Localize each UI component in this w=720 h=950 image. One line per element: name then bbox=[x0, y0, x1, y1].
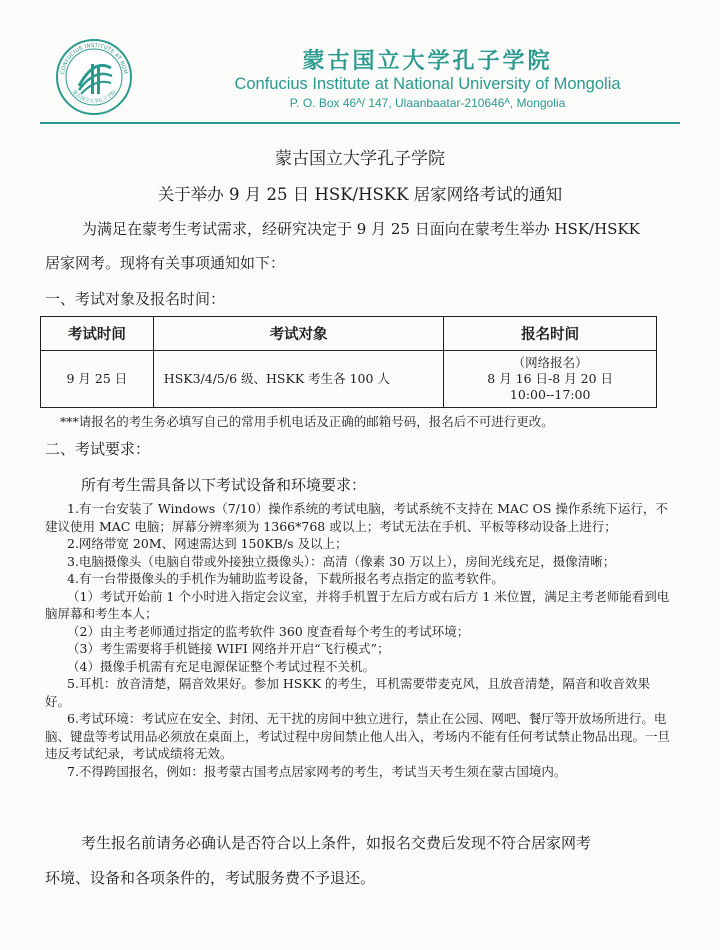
svg-text:CONFUCIUS INSTITUTE AT NUM: CONFUCIUS INSTITUTE AT NUM bbox=[60, 42, 128, 75]
exam-schedule-table bbox=[40, 316, 657, 408]
confucius-institute-logo bbox=[55, 38, 133, 116]
document-title-notice: 关于举办 9 月 25 日 HSK/HSKK 居家网络考试的通知 bbox=[157, 185, 563, 204]
cell-exam-date: 9 月 25 日 bbox=[41, 351, 154, 408]
header-exam-date: 考试时间 bbox=[41, 317, 154, 351]
section-2-heading: 二、考试要求： bbox=[45, 440, 151, 458]
list-item: （4）摄像手机需有充足电源保证整个考试过程不关机。 bbox=[67, 658, 375, 674]
svg-text:蒙古国立大学孔子学院: 蒙古国立大学孔子学院 bbox=[70, 89, 118, 105]
header-exam-target: 考试对象 bbox=[153, 317, 444, 351]
registration-hours: 10:00--17:00 bbox=[509, 387, 591, 402]
cell-registration-time bbox=[444, 351, 657, 408]
list-item: 5.耳机：放音清楚，隔音效果好。参加 HSKK 的考生，耳机需要带麦克风，且放音清楚，隔音和收音效果好。 bbox=[45, 676, 651, 709]
registration-dates: 8 月 16 日-8 月 20 日 bbox=[487, 371, 614, 386]
closing-line-1: 考生报名前请务必确认是否符合以上条件，如报名交费后发现不符合居家网考 bbox=[81, 834, 592, 852]
table-header-row bbox=[41, 317, 657, 351]
list-item: 1.有一台安装了 Windows（7/10）操作系统的考试电脑，考试系统不支持在 MAC OS 操作系统下运行，不建议使用 MAC 电脑；屏幕分辨率须为 1366*768 或以上；考试无法在手机、平板等移动设备上进行； bbox=[45, 501, 668, 534]
list-item: 2.网络带宽 20M、网速需达到 150KB/s 及以上； bbox=[67, 536, 348, 551]
closing-paragraph bbox=[45, 826, 675, 896]
section-1-heading: 一、考试对象及报名时间： bbox=[45, 290, 226, 308]
letterhead-name-en: Confucius Institute at National University of Mongolia bbox=[234, 75, 621, 93]
registration-method: （网络报名） bbox=[512, 355, 588, 370]
list-item: （2）由主考老师通过指定的监考软件 360 度查看每个考生的考试环境； bbox=[67, 623, 470, 639]
letterhead-name-cn: 蒙古国立大学孔子学院 bbox=[302, 49, 553, 74]
letterhead-divider bbox=[40, 122, 680, 124]
list-item: 7.不得跨国报名，例如：报考蒙古国考点居家网考的考生，考试当天考生须在蒙古国境内。 bbox=[67, 763, 567, 779]
closing-line-2: 环境、设备和各项条件的，考试服务费不予退还。 bbox=[45, 869, 376, 887]
table-row bbox=[41, 351, 657, 408]
header-registration-time: 报名时间 bbox=[444, 317, 657, 351]
registration-note: ***请报名的考生务必填写自己的常用手机电话及正确的邮箱号码，报名后不可进行更改。 bbox=[60, 414, 554, 429]
intro-line-1: 为满足在蒙考生考试需求，经研究决定于 9 月 25 日面向在蒙考生举办 HSK/HSKK bbox=[82, 220, 640, 238]
list-item: （1）考试开始前 1 个小时进入指定会议室，并将手机置于左后方或右后方 1 米位置，满足主考老师能看到电脑屏幕和考生本人； bbox=[45, 588, 670, 621]
document-title-institute: 蒙古国立大学孔子学院 bbox=[275, 149, 445, 169]
intro-line-2: 居家网考。现将有关事项通知如下： bbox=[45, 254, 286, 272]
list-item: 3.电脑摄像头（电脑自带或外接独立摄像头）：高清（像素 30 万以上），房间光线充足，摄像清晰； bbox=[67, 553, 616, 569]
list-item: （3）考生需要将手机链接 WIFI 网络并开启“飞行模式”； bbox=[67, 641, 390, 656]
cell-exam-target: HSK3/4/5/6 级、HSKK 考生各 100 人 bbox=[153, 351, 444, 408]
requirements-list bbox=[45, 500, 670, 780]
letterhead-address: P. O. Box 46ᴬ/ 147, Ulaanbaatar-210646ᴬ, Mongolia bbox=[289, 96, 566, 110]
requirements-lead: 所有考生需具备以下考试设备和环境要求： bbox=[81, 476, 367, 494]
list-item: 4.有一台带摄像头的手机作为辅助监考设备，下载所报名考点指定的监考软件。 bbox=[67, 571, 504, 586]
list-item: 6.考试环境：考试应在安全、封闭、无干扰的房间中独立进行，禁止在公园、网吧、餐厅等开放场所进行。电脑、键盘等考试用品必须放在桌面上，考试过程中房间禁止他人出入，考场内不能有任何考试禁止物品出现。一旦违反考试纪录，考试成绩将无效。 bbox=[45, 711, 671, 761]
